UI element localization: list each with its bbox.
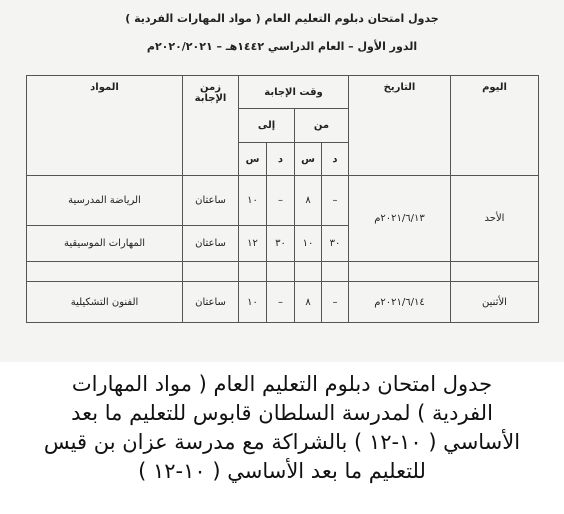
- header-answer-time: وقت الإجابة: [239, 76, 349, 109]
- table-row: [27, 282, 539, 323]
- row-duration: ساعتان: [183, 226, 239, 262]
- row-subject: الرياضة المدرسية: [27, 176, 183, 226]
- row-from-min: –: [322, 176, 349, 226]
- row-duration: ساعتان: [183, 282, 239, 323]
- row-to-hour: ١٢: [239, 226, 267, 262]
- table-gap-row: [27, 262, 539, 282]
- header-duration: زمن الإجابة: [183, 76, 239, 176]
- row-to-min: ٣٠: [267, 226, 295, 262]
- row-date: ٢٠٢١/٦/١٤م: [349, 282, 451, 323]
- header-subjects: المواد: [27, 76, 183, 176]
- header-day: اليوم: [451, 76, 539, 176]
- row-from-min: –: [322, 282, 349, 323]
- row-to-hour: ١٠: [239, 176, 267, 226]
- row-date: ٢٠٢١/٦/١٣م: [349, 176, 451, 262]
- header-date: التاريخ: [349, 76, 451, 176]
- row-duration: ساعتان: [183, 176, 239, 226]
- caption-line: الفردية ) لمدرسة السلطان قابوس للتعليم ما بعد: [71, 401, 493, 425]
- row-from-hour: ٨: [295, 176, 322, 226]
- document-subtitle: الدور الأول – العام الدراسي ١٤٤٢هـ – ٢٠٢٠/٢٠٢١م: [146, 40, 418, 53]
- row-to-hour: ١٠: [239, 282, 267, 323]
- exam-schedule-table: [26, 75, 539, 323]
- row-subject: الفنون التشكيلية: [27, 282, 183, 323]
- header-to-hour: س: [239, 142, 267, 175]
- post-caption: [10, 370, 554, 486]
- header-to-min: د: [267, 142, 295, 175]
- header-from-hour: س: [295, 142, 322, 175]
- caption-line: جدول امتحان دبلوم التعليم العام ( مواد المهارات: [71, 372, 493, 396]
- row-from-hour: ١٠: [295, 226, 322, 262]
- row-day: الأحد: [451, 176, 539, 262]
- document-title: جدول امتحان دبلوم التعليم العام ( مواد المهارات الفردية ): [125, 12, 439, 25]
- table-row: [27, 176, 539, 209]
- row-subject: المهارات الموسيقية: [27, 226, 183, 262]
- row-from-min: ٣٠: [322, 226, 349, 262]
- row-to-min: –: [267, 176, 295, 226]
- row-day: الأثنين: [451, 282, 539, 323]
- header-from: من: [295, 109, 349, 142]
- row-to-min: –: [267, 282, 295, 323]
- caption-line: الأساسي ( ١٠-١٢ ) بالشراكة مع مدرسة عزان بن قيس: [43, 430, 521, 454]
- row-from-hour: ٨: [295, 282, 322, 323]
- caption-line: للتعليم ما بعد الأساسي ( ١٠-١٢ ): [138, 459, 426, 483]
- header-to: إلى: [239, 109, 295, 142]
- header-from-min: د: [322, 142, 349, 175]
